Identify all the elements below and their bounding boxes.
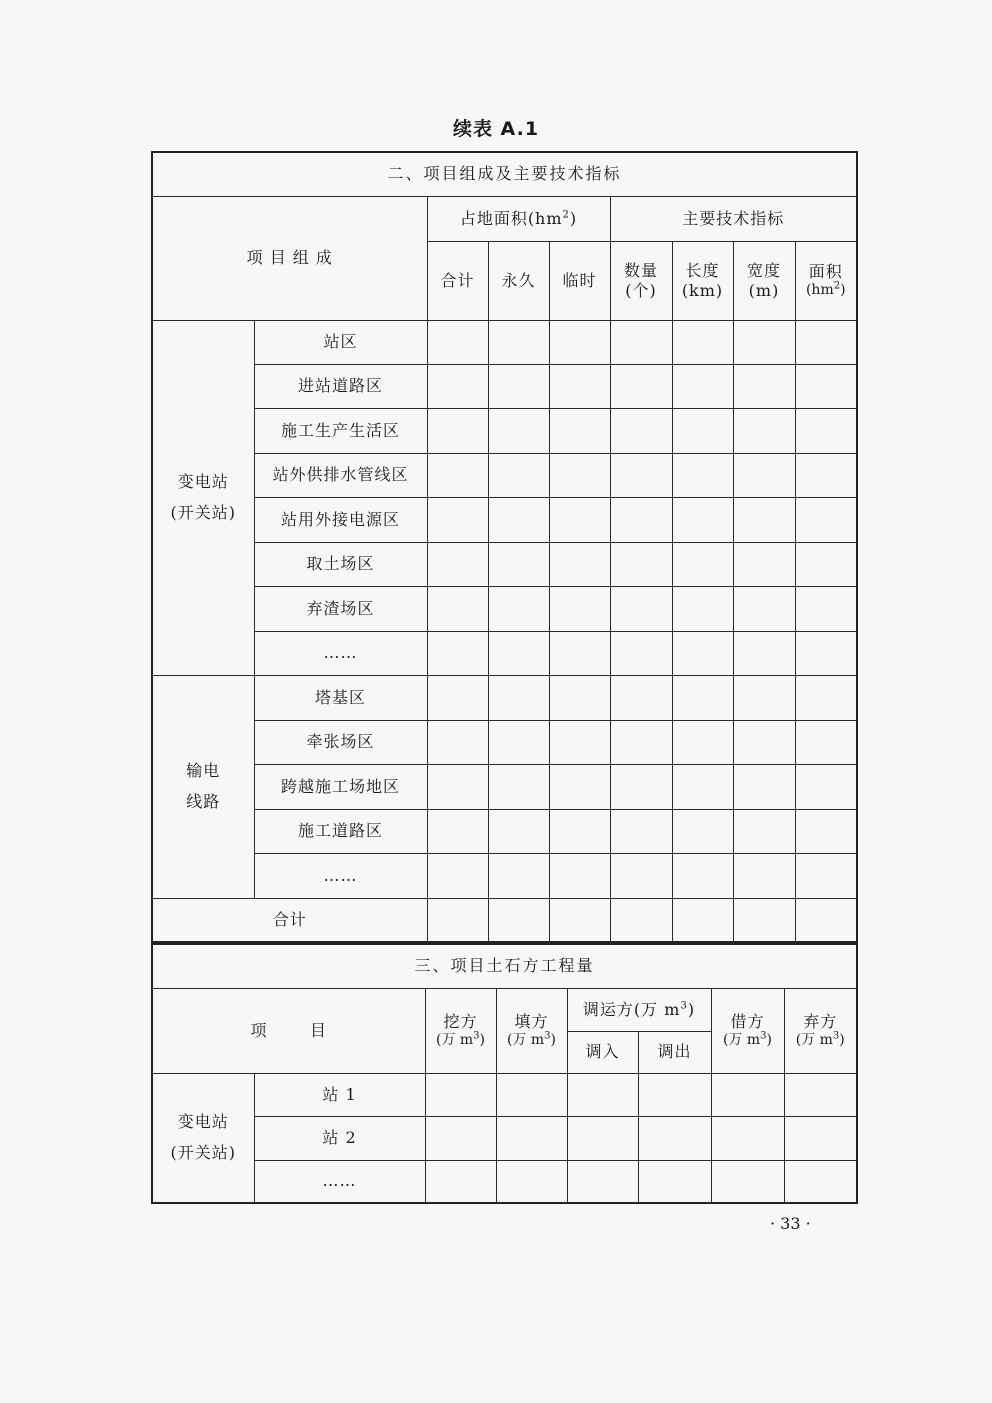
permanent-area-header: 永久 [488,241,549,320]
transfer-out-header: 调出 [638,1031,711,1073]
waste-header: 弃方 (万 $m^3$) [784,988,857,1073]
table-row-label: …… [254,1160,425,1203]
page-title: 续表 A.1 [452,118,540,140]
section2-heading: 二、项目组成及主要技术指标 [152,152,857,196]
borrow-header: 借方 (万 $m^3$) [711,988,784,1073]
table-row-label: …… [254,853,427,898]
area-header: 面积 $(hm^2)$ [795,241,857,320]
fill-header: 填方 (万 $m^3$) [496,988,567,1073]
temporary-area-header: 临时 [549,241,610,320]
length-header: 长度 (km) [672,241,733,320]
table-row-label: 站用外接电源区 [254,497,427,542]
item-header: 项 目 [152,988,425,1073]
table-row-label: 跨越施工场地区 [254,764,427,809]
table-row-label: 站 1 [254,1073,425,1116]
table-row-label: 施工生产生活区 [254,408,427,453]
table-row-label: 牵张场区 [254,720,427,764]
substation-group-label: 变电站 (开关站) [152,320,254,675]
transmission-group-label: 输电 线路 [152,675,254,898]
table-row-label: 进站道路区 [254,364,427,408]
table-row-label: …… [254,631,427,675]
table-row-label: 站外供排水管线区 [254,453,427,497]
total-area-header: 合计 [427,241,488,320]
earthwork-table [151,943,858,1204]
table-row-label: 取土场区 [254,542,427,586]
table-row-label: 弃渣场区 [254,586,427,631]
table-row-label: 站 2 [254,1116,425,1160]
earthwork-substation-label: 变电站 (开关站) [152,1073,254,1203]
project-composition-header: 项 目 组 成 [152,196,427,320]
table-row-label: 站区 [254,320,427,364]
page-number: · 33 · [770,1214,811,1233]
transfer-in-header: 调入 [567,1031,638,1073]
excavation-header: 挖方 (万 $m^3$) [425,988,496,1073]
project-composition-table [151,151,858,943]
width-header: 宽度 (m) [733,241,795,320]
transfer-header: 调运方(万 $m^3$) [567,988,711,1031]
quantity-header: 数量 (个) [610,241,672,320]
total-row-label: 合计 [152,898,427,942]
main-indicators-header: 主要技术指标 [610,196,857,241]
land-area-header: 占地面积$(hm^2)$ [427,196,610,241]
section3-heading: 三、项目土石方工程量 [152,944,857,988]
table-row-label: 施工道路区 [254,809,427,853]
table-row-label: 塔基区 [254,675,427,720]
